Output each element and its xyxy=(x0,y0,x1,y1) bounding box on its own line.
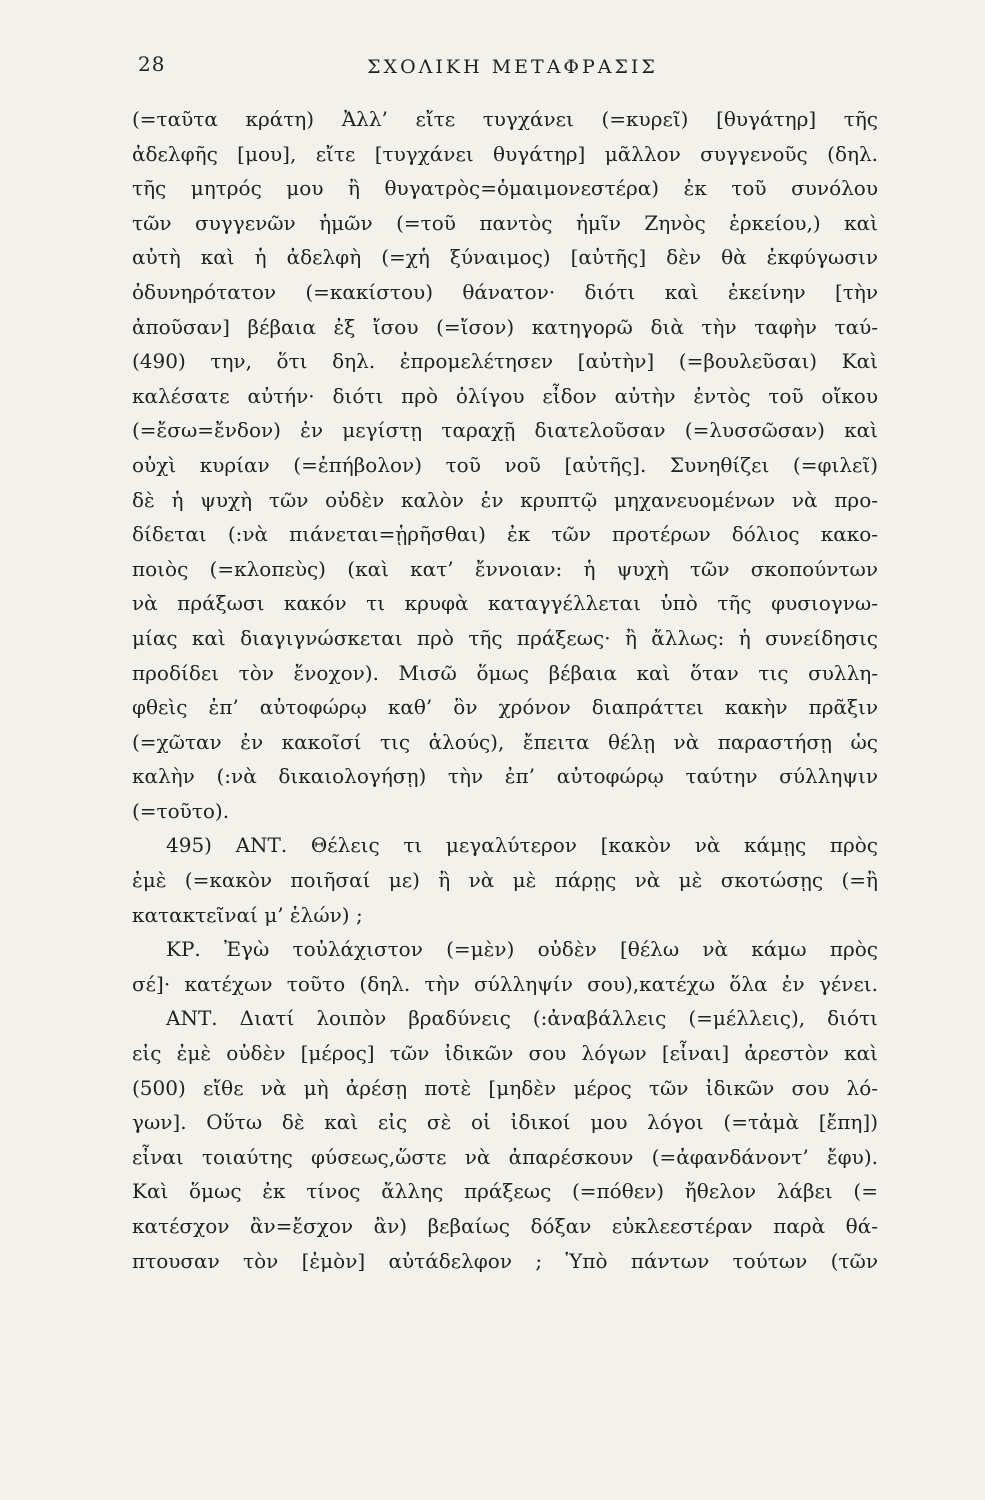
text-line: εἶναι τοιαύτης φύσεως,ὥστε νὰ ἀπαρέσκουν (=ἀφανδάνοντ’ ἔφυ). xyxy=(132,1144,878,1169)
text-line: (490) την, ὅτι δηλ. ἐπρομελέτησεν [αὐτὴν] (=βουλεῦσαι) Καὶ xyxy=(132,349,878,374)
text-line: ἐμὲ (=κακὸν ποιῆσαί με) ἢ νὰ μὲ πάρῃς νὰ μὲ σκοτώσῃς (=ἢ xyxy=(132,868,878,893)
text-line: (=τοῦτο). xyxy=(132,798,230,823)
text-line: (500) εἴθε νὰ μὴ ἀρέσῃ ποτὲ [μηδὲν μέρος τῶν ἰδικῶν σου λό- xyxy=(132,1075,878,1100)
text-line: γων]. Οὕτω δὲ καὶ εἰς σὲ οἱ ἰδικοί μου λόγοι (=τἀμὰ [ἔπη]) xyxy=(132,1110,878,1135)
text-line: κατακτεῖναί μ’ ἑλών) ; xyxy=(132,902,363,927)
text-line: δὲ ἡ ψυχὴ τῶν οὐδὲν καλὸν ἐν κρυπτῷ μηχανευομένων νὰ προ- xyxy=(132,487,878,512)
text-line: (=ταῦτα κράτη) Ἀλλ’ εἴτε τυγχάνει (=κυρεῖ) [θυγάτηρ] τῆς xyxy=(132,107,878,131)
text-line: ἀποῦσαν] βέβαια ἐξ ἴσου (=ἴσον) κατηγορῶ διὰ τὴν ταφὴν ταύ- xyxy=(132,314,878,339)
text-line: (=ἔσω=ἔνδον) ἐν μεγίστῃ ταραχῇ διατελοῦσαν (=λυσσῶσαν) καὶ xyxy=(132,418,878,443)
text-line: ΚΡ. Ἐγὼ τοὐλάχιστον (=μὲν) οὐδὲν [θέλω νὰ κάμω πρὸς xyxy=(166,937,878,962)
text-line: μίας καὶ διαγιγνώσκεται πρὸ τῆς πράξεως· ἢ ἄλλως: ἡ συνείδησις xyxy=(132,625,878,650)
text-line: τῶν συγγενῶν ἡμῶν (=τοῦ παντὸς ἡμῖν Ζηνὸς ἑρκείου,) καὶ xyxy=(132,210,878,235)
text-line: καλὴν (:νὰ δικαιολογήσῃ) τὴν ἐπ’ αὐτοφώρῳ ταύτην σύλληψιν xyxy=(132,764,878,789)
text-line: αὐτὴ καὶ ἡ ἀδελφὴ (=χἡ ξύναιμος) [αὐτῆς] δὲν θὰ ἐκφύγωσιν xyxy=(132,245,878,270)
text-line: πτουσαν τὸν [ἐμὸν] αὐτάδελφον ; Ὑπὸ πάντων τούτων (τῶν xyxy=(132,1248,878,1273)
text-line: φθεὶς ἐπ’ αὐτοφώρῳ καθ’ ὃν χρόνον διαπράττει κακὴν πρᾶξιν xyxy=(132,695,878,720)
text-line: ποιὸς (=κλοπεὺς) (καὶ κατ’ ἔννοιαν: ἡ ψυχὴ τῶν σκοπούντων xyxy=(132,556,878,581)
text-line: εἰς ἐμὲ οὐδὲν [μέρος] τῶν ἰδικῶν σου λόγων [εἶναι] ἀρεστὸν καὶ xyxy=(132,1041,878,1066)
text-line: οὐχὶ κυρίαν (=ἐπήβολον) τοῦ νοῦ [αὐτῆς]. Συνηθίζει (=φιλεῖ) xyxy=(132,452,878,477)
text-line: 495) ΑΝΤ. Θέλεις τι μεγαλύτερον [κακὸν νὰ κάμῃς πρὸς xyxy=(166,833,878,858)
text-line: κατέσχον ἂν=ἔσχον ἂν) βεβαίως δόξαν εὐκλεεστέραν παρὰ θά- xyxy=(132,1214,878,1238)
page-number: 28 xyxy=(138,52,166,76)
running-head: ΣΧΟΛΙΚΗ ΜΕΤΑΦΡΑΣΙΣ xyxy=(367,56,658,78)
text-line: τῆς μητρός μου ἢ θυγατρὸς=ὁμαιμονεστέρα) ἐκ τοῦ συνόλου xyxy=(132,176,878,201)
text-line: (=χῶταν ἐν κακοῖσί τις ἁλούς), ἔπειτα θέλῃ νὰ παραστήσῃ ὡς xyxy=(132,729,878,754)
text-line: ΑΝΤ. Διατί λοιπὸν βραδύνεις (:ἀναβάλλεις (=μέλλεις), διότι xyxy=(166,1006,878,1031)
text-line: προδίδει τὸν ἔνοχον). Μισῶ ὅμως βέβαια καὶ ὅταν τις συλλη- xyxy=(132,660,878,685)
text-line: Καὶ ὅμως ἐκ τίνος ἄλλης πράξεως (=πόθεν) ἤθελον λάβει (= xyxy=(132,1179,878,1204)
text-line: ἀδελφῆς [μου], εἴτε [τυγχάνει θυγάτηρ] μᾶλλον συγγενοῦς (δηλ. xyxy=(132,141,878,166)
body-text xyxy=(132,102,878,1278)
text-line: νὰ πράξωσι κακόν τι κρυφὰ καταγγέλλεται ὑπὸ τῆς φυσιογνω- xyxy=(132,591,878,616)
text-line: καλέσατε αὐτήν· διότι πρὸ ὀλίγου εἶδον αὐτὴν ἐντὸς τοῦ οἴκου xyxy=(132,383,878,408)
text-line: ὀδυνηρότατον (=κακίστου) θάνατον· διότι καὶ ἐκείνην [τὴν xyxy=(132,279,878,304)
text-line: δίδεται (:νὰ πιάνεται=ᾑρῆσθαι) ἐκ τῶν προτέρων δόλιος κακο- xyxy=(132,522,878,547)
text-line: σέ]· κατέχων τοῦτο (δηλ. τὴν σύλληψίν σου),κατέχω ὅλα ἐν γένει. xyxy=(132,971,878,996)
